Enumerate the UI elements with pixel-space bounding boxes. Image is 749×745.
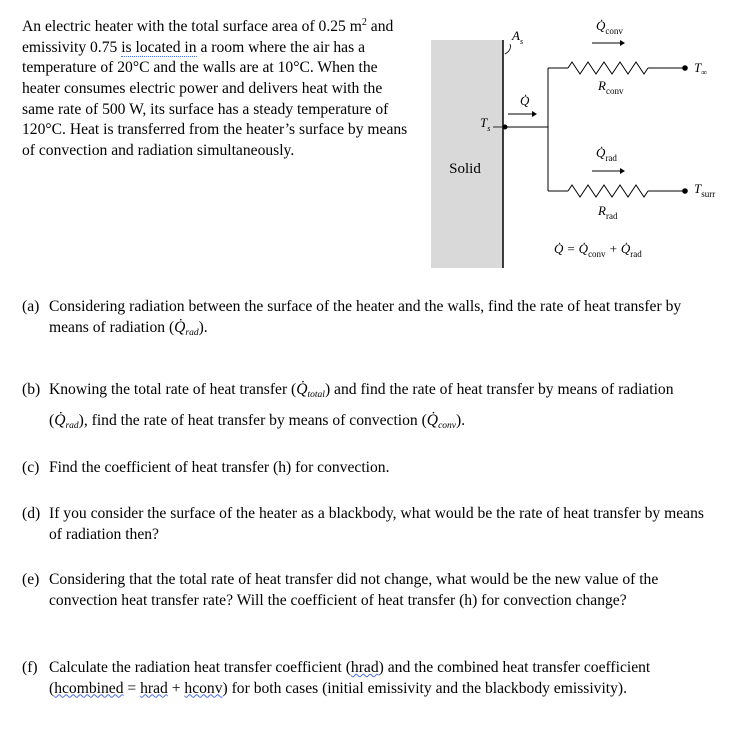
superscript-2: 2 <box>361 17 367 28</box>
heat-balance-equation: Q̇ = $Q̇_{conv}$ + $Q̇_{rad}$ <box>554 241 642 259</box>
solid-label: Solid <box>449 161 481 177</box>
question-a: (a) Considering radiation between the surface of the heater and the walls, find the rate of heat transfer by means of radiation (Q̇rad). <box>22 298 682 338</box>
question-d-text: If you consider the surface of the heater as a blackbody, what would be the rate of heat transfer by means of radiation then? <box>49 505 704 543</box>
question-b-text: Knowing the total rate of heat transfer ( <box>49 381 297 398</box>
question-c-label: (c) <box>22 459 40 476</box>
question-b: (b) Knowing the total rate of heat transfer (Q̇total) and find the rate of heat transfer by means of radiation (Q̇rad), find the rate of heat transfer by means of convection (Q̇conv). <box>22 376 712 437</box>
rad-heat-label: $Q̇_{rad}$ <box>596 145 617 163</box>
conv-heat-label: $Q̇_{conv}$ <box>596 18 623 36</box>
question-c <box>22 458 712 479</box>
ambient-node <box>682 65 688 71</box>
question-f: (f) Calculate the radiation heat transfer coefficient (hrad) and the combined heat transfer coefficient (hcombined = hrad + hconv) for both cases (initial emissivity and the blackbody emissivity). <box>22 659 651 697</box>
question-d <box>22 504 712 545</box>
question-a-text: Considering radiation between the surface of the heater and the walls, find the rate of heat transfer by means of radiation ( <box>49 298 682 336</box>
question-e-label: (e) <box>22 571 40 588</box>
question-d-label: (d) <box>22 505 41 522</box>
question-e <box>22 570 712 611</box>
area-leader-line <box>505 44 510 54</box>
surface-temp-label: $T_s$ <box>480 115 491 133</box>
rad-resistance-label: $R_{rad}$ <box>598 203 618 221</box>
problem-statement <box>22 13 417 161</box>
radiation-resistor <box>568 185 648 197</box>
surroundings-node <box>682 188 688 194</box>
intro-text-3: a room where the air has a temperature of 20°C and the walls are at 10°C. When the heater consumes electric power and delivers heat with the same rate of 500 W, its surface has a steady temperature of 120°C. Heat is transferred from the heater’s surface by means of convection and radiation simultaneously. <box>22 38 408 159</box>
area-label: $A_s$ <box>512 28 524 46</box>
question-a-label: (a) <box>22 298 40 315</box>
question-f-label: (f) <box>22 659 38 676</box>
question-f-text: Calculate the radiation heat transfer coefficient ( <box>49 659 351 676</box>
thermal-resistance-diagram <box>428 10 749 272</box>
solid-block <box>431 40 503 268</box>
convection-resistor <box>568 62 648 74</box>
question-c-text: Find the coefficient of heat transfer (h) for convection. <box>49 459 390 476</box>
conv-resistance-label: $R_{conv}$ <box>598 78 624 96</box>
total-heat-label: Q̇ <box>520 93 530 108</box>
question-e-text: Considering that the total rate of heat transfer did not change, what would be the new value of the convection heat transfer rate? Will the coefficient of heat transfer (h) for convection change? <box>49 571 659 609</box>
question-b-label: (b) <box>22 381 41 398</box>
surroundings-temp-label: $T_{surr}$ <box>694 181 716 199</box>
ambient-temp-label: $T_\infty$ <box>694 60 707 77</box>
grammar-flagged-phrase: is located in <box>121 38 197 56</box>
intro-text-2: and emissivity 0.75 <box>22 18 394 56</box>
intro-text-1: An electric heater with the total surface area of 0.25 m <box>22 18 362 36</box>
